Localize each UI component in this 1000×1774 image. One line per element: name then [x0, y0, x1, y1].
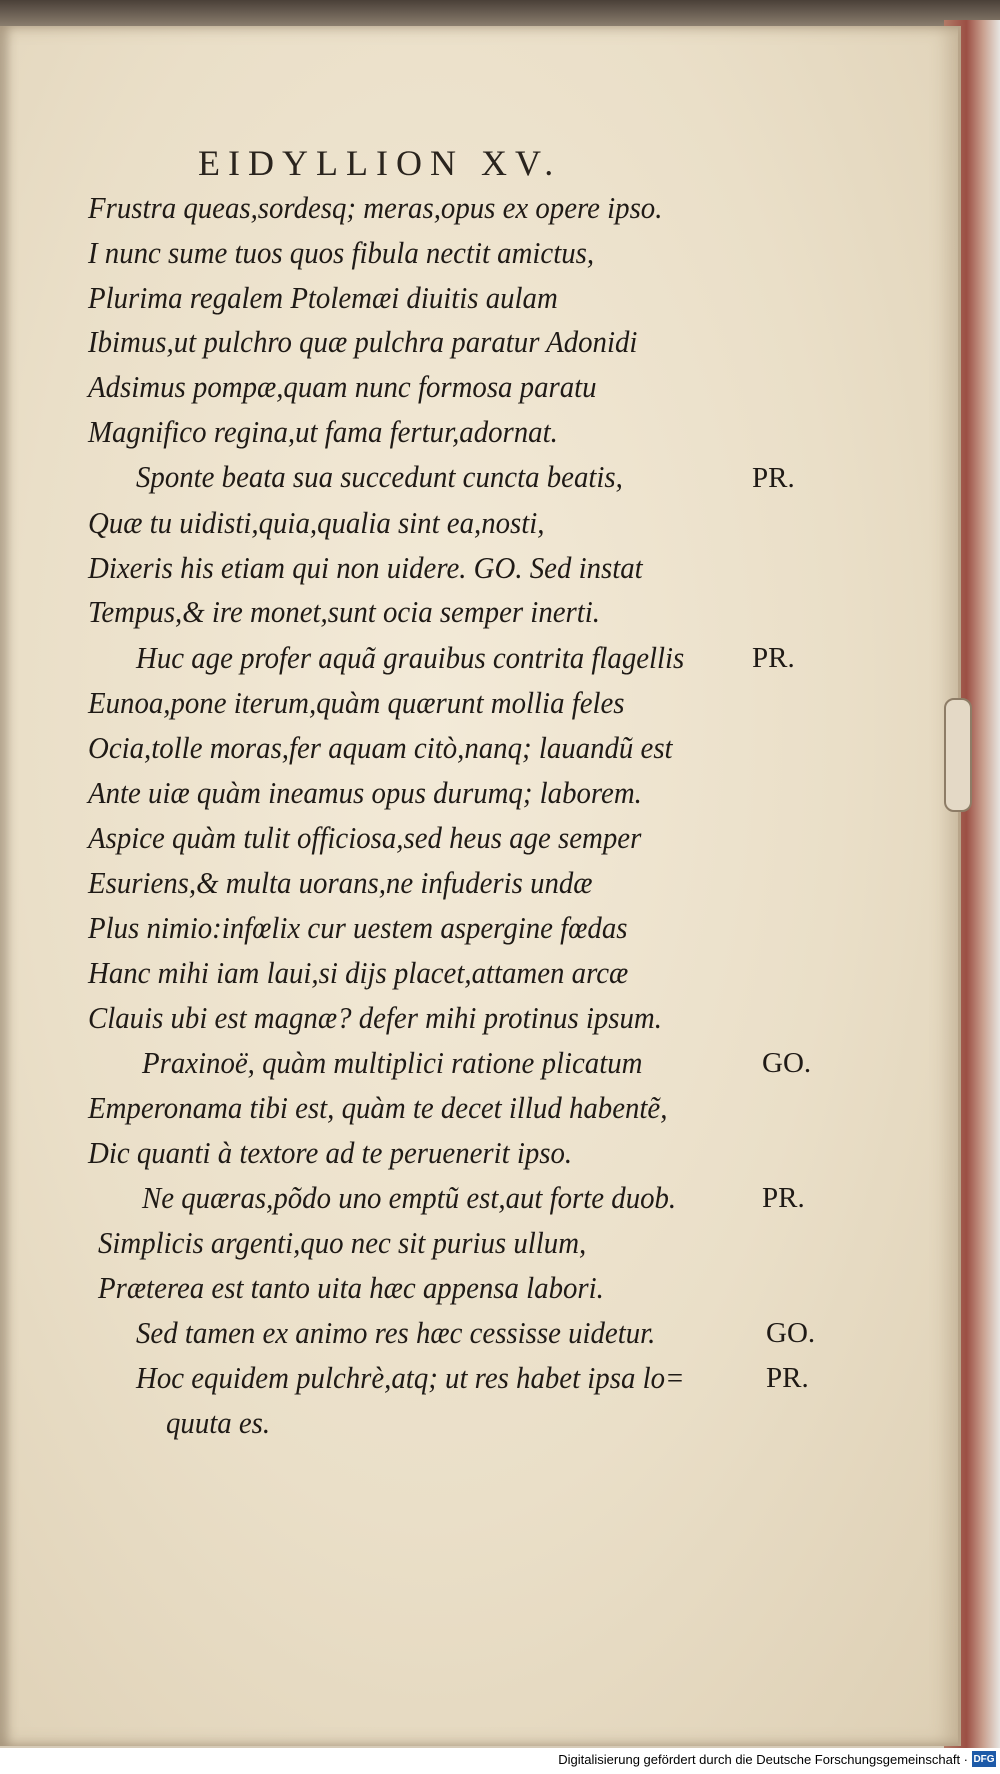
running-head: EIDYLLION XV. — [198, 143, 562, 183]
verse-line: Emperonama tibi est, quàm te decet illud habentẽ, — [88, 1090, 668, 1125]
verse-line: Ocia,tolle moras,fer aquam citò,nanq; lauandũ est — [88, 730, 673, 765]
verse-line: Aspice quàm tulit officiosa,sed heus age semper — [88, 820, 642, 855]
verse-line: Sed tamen ex animo res hæc cessisse uidetur. — [136, 1315, 656, 1350]
verse-line: Præterea est tanto uita hæc appensa labori. — [98, 1270, 604, 1305]
verse-line: Esuriens,& multa uorans,ne infuderis undæ — [88, 865, 593, 900]
verse-line: Plus nimio:infœlix cur uestem aspergine fœdas — [88, 910, 628, 945]
speaker-label: PR. — [752, 642, 795, 674]
verse-line: Quæ tu uidisti,quia,qualia sint ea,nosti, — [88, 505, 545, 540]
verse-line: Adsimus pompæ,quam nunc formosa paratu — [88, 369, 597, 404]
speaker-label: GO. — [766, 1317, 816, 1349]
verse-line: Magnifico regina,ut fama fertur,adornat. — [88, 414, 558, 449]
verse-line: Clauis ubi est magnæ? defer mihi protinus ipsum. — [88, 1000, 662, 1035]
speaker-label: GO. — [762, 1047, 812, 1079]
funding-credit: Digitalisierung gefördert durch die Deutsche Forschungsgemeinschaft · — [558, 1752, 968, 1767]
verse-line: Tempus,& ire monet,sunt ocia semper inerti. — [88, 594, 600, 629]
speaker-label: PR. — [766, 1362, 809, 1394]
verse-line: I nunc sume tuos quos fibula nectit amictus, — [88, 235, 595, 270]
verse-line: Hoc equidem pulchrè,atq; ut res habet ipsa lo= — [136, 1360, 685, 1395]
verse-line: Dic quanti à textore ad te peruenerit ipso. — [88, 1135, 573, 1170]
verse-line: Dixeris his etiam qui non uidere. GO. Sed instat — [88, 550, 643, 585]
verse-line: Huc age profer aquã grauibus contrita flagellis — [136, 640, 685, 675]
verse-line: Ante uiæ quàm ineamus opus durumq; laborem. — [88, 775, 642, 810]
verse-line: Ibimus,ut pulchro quæ pulchra paratur Adonidi — [88, 324, 638, 359]
verse-line: Frustra queas,sordesq; meras,opus ex opere ipso. — [88, 190, 663, 225]
verse-line: Ne quæras,põdo uno emptũ est,aut forte duob. — [142, 1180, 677, 1215]
verse-line: Sponte beata sua succedunt cuncta beatis, — [136, 459, 623, 494]
page-tab-marker — [944, 698, 972, 812]
book-top-edge — [0, 0, 1000, 28]
speaker-label: PR. — [752, 462, 795, 494]
speaker-label: PR. — [762, 1182, 805, 1214]
verse-line: Eunoa,pone iterum,quàm quærunt mollia feles — [88, 685, 625, 720]
dfg-logo-icon: DFG — [972, 1751, 996, 1767]
verse-line: Simplicis argenti,quo nec sit purius ullum, — [98, 1225, 587, 1260]
verse-line: quuta es. — [166, 1405, 271, 1440]
verse-line: Hanc mihi iam laui,si dijs placet,attamen arcæ — [88, 955, 629, 990]
verse-line: Praxinoë, quàm multiplici ratione plicatum — [142, 1045, 643, 1080]
verse-line: Plurima regalem Ptolemæi diuitis aulam — [88, 280, 558, 315]
